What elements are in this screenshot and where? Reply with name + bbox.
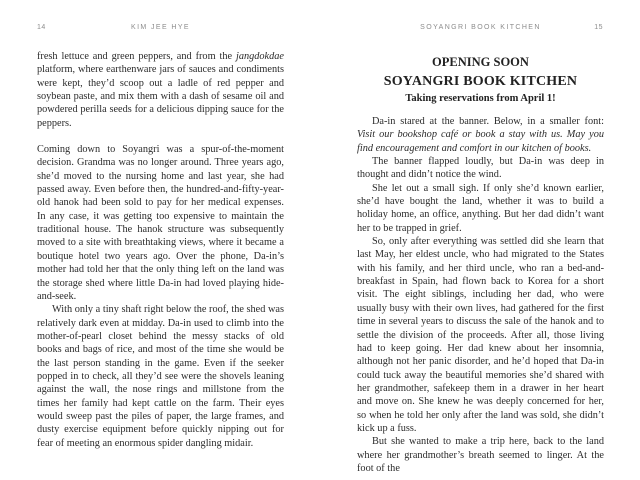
paragraph: fresh lettuce and green peppers, and from the jangdokdae platform, where earthenware jars of sauces and condiments were kept, they’d scoop out a ladle of red pepper and soybean paste, and mix them with a dash of sesame oil and powdered perilla seeds for a delicious dipping sauce for the peppers.: [37, 51, 284, 129]
right-page-text: [357, 115, 604, 475]
left-running-header: KIM JEE HYE: [131, 24, 190, 31]
right-page-body: [357, 50, 604, 475]
left-running-head: [37, 24, 284, 34]
right-page: [357, 0, 604, 480]
left-page-number: 14: [37, 24, 46, 31]
right-page-number: 15: [594, 24, 603, 31]
paragraph: Da-in stared at the banner. Below, in a smaller font: Visit our bookshop café or book a stay with us. May you find encouragement and comfort in our kitchen of books.: [357, 116, 604, 154]
paragraph: So, only after everything was settled did she learn that last May, her eldest uncle, who had migrated to the States with his family, and her third uncle, who ran a bed-and-breakfast in Spain, had flown back to Korea for a short visit. The eight siblings, including her dad, who were usually busy with their own lives, had gathered for the first time in several years to discuss the sale of the hanok and to settle the division of the proceeds. After all, those living had to keep going. Her dad knew about her insomnia, although not her panic disorder, and he’d hoped that Da-in could tuck away the beautiful memories she’d shared with her grandmother, safekeep them in a drawer in her heart and move on. She knew he was deeply concerned for her, so when he told her only after the land was sold, she didn’t kick up a fuss.: [357, 236, 604, 434]
left-page: [37, 0, 284, 480]
banner-line-1: OPENING SOON: [432, 55, 529, 69]
banner-line-3: Taking reservations from April 1!: [405, 93, 556, 104]
paragraph: She let out a small sigh. If only she’d known earlier, she’d have bought the land, whether it was to build a holiday home, an office, anything. But her dad didn’t want her to be trapped in grief.: [357, 182, 604, 234]
left-page-body: [37, 50, 284, 450]
paragraph: With only a tiny shaft right below the roof, the shed was relatively dark even at midday. Da-in used to climb into the mother-of-pearl closet behind the messy stacks of old books and bags of rice, and most of the time she would be the last person standing in the game. Even if the seeker popped in to check, all they’d see were the shovels leaning against the wall, the nose rings and millstone from the times her family had kept cattle on the farm. Their eyes would sweep past the piles of paper, the large frames, and dusty exercise equipment before quickly nipping out for fear of meeting an enormous spider dangling midair.: [37, 304, 284, 449]
right-running-head: [357, 24, 604, 34]
right-running-header: SOYANGRI BOOK KITCHEN: [420, 24, 541, 31]
banner: [357, 55, 604, 105]
paragraph: Coming down to Soyangri was a spur-of-the-moment decision. Grandma was no longer around. Three years ago, she’d moved to the nursing home and last year, she had passed away. Even before then, the hundred-and-fifty-year-old hanok had been sold to pay for her medical expenses. In any case, it was getting too expensive to maintain the traditional house. The hanok structure was subsequently moved to a site with breathtaking views, where it became a boutique hotel two years ago. Over the phone, Da-in’s mother had told her that the only thing left on the land was the storage shed where little Da-in had loved playing hide-and-seek.: [37, 144, 284, 302]
paragraph: The banner flapped loudly, but Da-in was deep in thought and didn’t notice the wind.: [357, 156, 604, 181]
paragraph: But she wanted to make a trip here, back to the land where her grandmother’s breath seemed to linger. At the foot of the: [357, 436, 604, 474]
banner-line-2: SOYANGRI BOOK KITCHEN: [383, 73, 578, 89]
